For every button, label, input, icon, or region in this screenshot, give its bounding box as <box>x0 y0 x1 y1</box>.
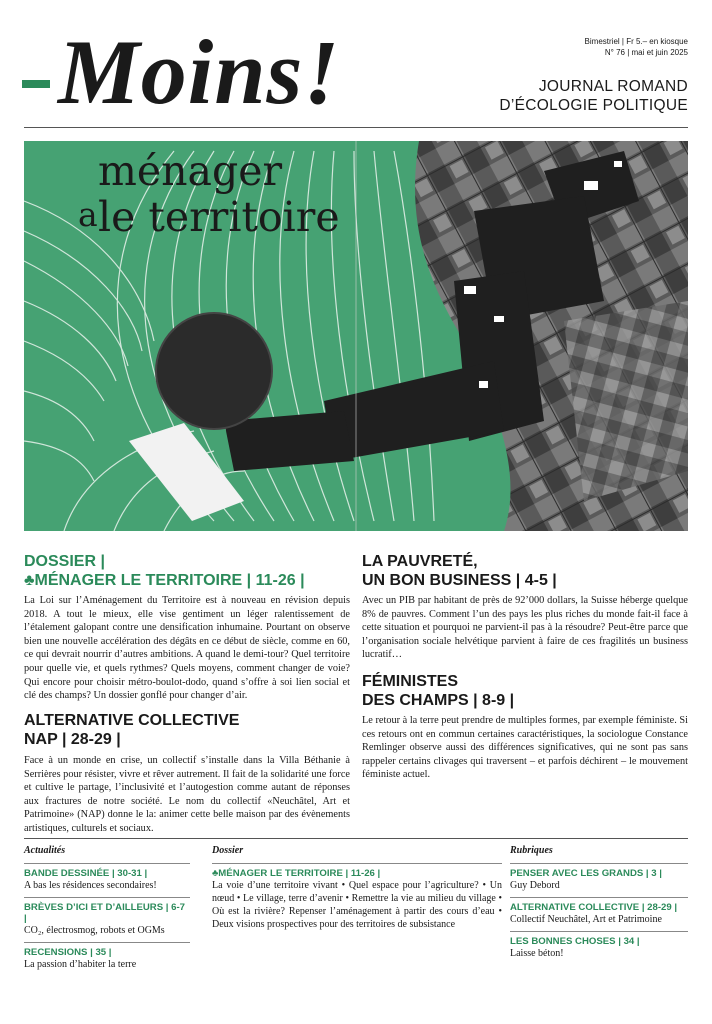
index-item <box>24 868 190 892</box>
index-item <box>24 947 190 971</box>
cover-title-line-1: ménager <box>98 147 283 195</box>
index-item <box>510 936 688 960</box>
index-rubriques <box>510 845 688 960</box>
index-item-title: PENSER AVEC LES GRANDS | 3 | <box>510 868 662 879</box>
article-pauvrete <box>362 552 688 662</box>
masthead-rule <box>24 127 688 128</box>
logo-dash <box>22 80 50 88</box>
index-actualites-label: Actualités <box>24 845 66 856</box>
article-feministes-heading-2: DES CHAMPS | 8-9 | <box>362 692 515 709</box>
index-item-title: BANDE DESSINÉE | 30-31 | <box>24 868 148 879</box>
index-dossier-desc: La voie d’une territoire vivant • Quel espace pour l’agriculture? • Un nœud • Le village, terre d’avenir • Remettre la vie au milieu du village • Où est la rivière? Repenser l’aménagement à partir des cours d’eau • Deux visions prospectives pour des territoires de subsistance <box>212 880 502 930</box>
divider <box>24 863 190 864</box>
subtitle-line-2: D’ÉCOLOGIE POLITIQUE <box>499 97 688 114</box>
article-alternative-heading-1: ALTERNATIVE COLLECTIVE <box>24 712 240 729</box>
masthead-title: Moins! <box>58 21 341 123</box>
divider <box>24 897 190 898</box>
index-item-desc: CO₂, électrosmog, robots et OGMs <box>24 925 165 936</box>
index-item <box>510 868 688 892</box>
index-dossier-entry <box>212 868 502 931</box>
index-item-desc: A bas les résidences secondaires! <box>24 880 157 891</box>
index-item-desc: Guy Debord <box>510 880 560 891</box>
issue-number-date: N° 76 | mai et juin 2025 <box>604 48 688 57</box>
article-alternative-heading <box>24 711 350 749</box>
article-pauvrete-heading-1: LA PAUVRETÉ, <box>362 553 478 570</box>
cover-title-a: a <box>78 195 98 234</box>
index-actualites <box>24 845 190 971</box>
index-item-title: LES BONNES CHOSES | 34 | <box>510 936 640 947</box>
cover-title-line-2: le territoire <box>98 193 340 241</box>
index-item-desc: Laisse béton! <box>510 948 564 959</box>
article-dossier-text: La Loi sur l’Aménagement du Territoire est à nouveau en révision depuis 2018. A tout le mieux, elle vise gentiment un léger ralentissement de l’étalement galopant contre une densification inhumaine. Pourtant on observe bien une nouvelle accélération des dégâts en ce début de siècle, comme en 60, ce qui devrait nourrir d’autres ambitions. A quand le demi-tour? Quel territoire pour quelle vie, et quels rythmes? Quels moyens, comment changer de voie? Qui encore pour choisir métro-boulot-dodo, quand s’offre à soi lien social et clé des champs? Un dossier gonflé pour changer d’air. <box>24 595 350 702</box>
article-pauvrete-heading <box>362 552 688 590</box>
article-pauvrete-text: Avec un PIB par habitant de près de 92’000 dollars, la Suisse héberge quelque 8% de pauvres. Comment l’un des pays les plus riches du monde fait-il face à cette situation et pourquoi ne parvient-il pas à la résoudre? Peut-être parce que l’organisation sociale helvétique parvient à faire de ces fragilités un business lucratif… <box>362 595 688 661</box>
index-item <box>24 902 190 937</box>
article-feministes-text: Le retour à la terre peut prendre de multiples formes, par exemple féministe. Si ces retours ont en commun certaines caractéristiques, la sociologue Constance Remlinger observe aussi des différences significatives, qui ne sont pas sans rappeler certains clivages qui traversent – et parfois déchirent – le mouvement féministe actuel. <box>362 715 688 781</box>
divider <box>212 863 502 864</box>
index-rubriques-label: Rubriques <box>510 845 553 856</box>
article-feministes-heading-1: FÉMINISTES <box>362 673 459 690</box>
article-dossier-heading-1: DOSSIER | <box>24 553 105 570</box>
article-dossier-heading-2-text: MÉNAGER LE TERRITOIRE | 11-26 | <box>34 572 305 589</box>
index-item-title: RECENSIONS | 35 | <box>24 947 112 958</box>
article-dossier-heading-2 <box>24 571 350 590</box>
index-dossier-title-text: MÉNAGER LE TERRITOIRE | 11-26 | <box>218 868 381 879</box>
article-dossier-heading <box>24 552 350 590</box>
index-item-title: ALTERNATIVE COLLECTIVE | 28-29 | <box>510 902 678 913</box>
index-item-desc: La passion d’habiter la terre <box>24 959 137 970</box>
article-alternative <box>24 711 350 836</box>
index-dossier <box>212 845 502 931</box>
index-dossier-label: Dossier <box>212 845 244 856</box>
clover-icon: ♣ <box>212 868 219 879</box>
index-rule <box>24 838 688 839</box>
index-item-title: BRÈVES D’ICI ET D’AILLEURS | 6-7 | <box>24 902 186 924</box>
article-dossier <box>24 552 350 703</box>
index-item-desc: Collectif Neuchâtel, Art et Patrimoine <box>510 914 662 925</box>
divider <box>510 863 688 864</box>
divider <box>24 942 190 943</box>
article-alternative-heading-2: NAP | 28-29 | <box>24 731 121 748</box>
index-dossier-title <box>212 868 502 879</box>
article-pauvrete-heading-2: UN BON BUSINESS | 4-5 | <box>362 572 557 589</box>
subtitle-line-1: JOURNAL ROMAND <box>538 78 688 95</box>
article-feministes-heading <box>362 672 688 710</box>
article-alternative-text: Face à un monde en crise, un collectif s’installe dans la Villa Béthanie à Serrières pour résister, vivre et rêver autrement. Il fait de la solidarité une force et cultive le partage, l’inclusivité et l’autogestion comme autant de réponses aux fractures de notre société. Le nom du collectif «Neuchâtel, Art et Patrimoine» (NAP) donne le la: animer cette belle maison par des évènements artistiques, culturels et sociaux. <box>24 755 350 834</box>
article-feministes <box>362 672 688 782</box>
masthead-subtitle <box>499 77 688 115</box>
issue-info <box>585 36 688 58</box>
issue-price: Bimestriel | Fr 5.– en kiosque <box>584 37 688 46</box>
divider <box>510 931 688 932</box>
divider <box>510 897 688 898</box>
cover-title <box>78 147 340 241</box>
clover-icon: ♣ <box>24 572 35 589</box>
index-item <box>510 902 688 926</box>
